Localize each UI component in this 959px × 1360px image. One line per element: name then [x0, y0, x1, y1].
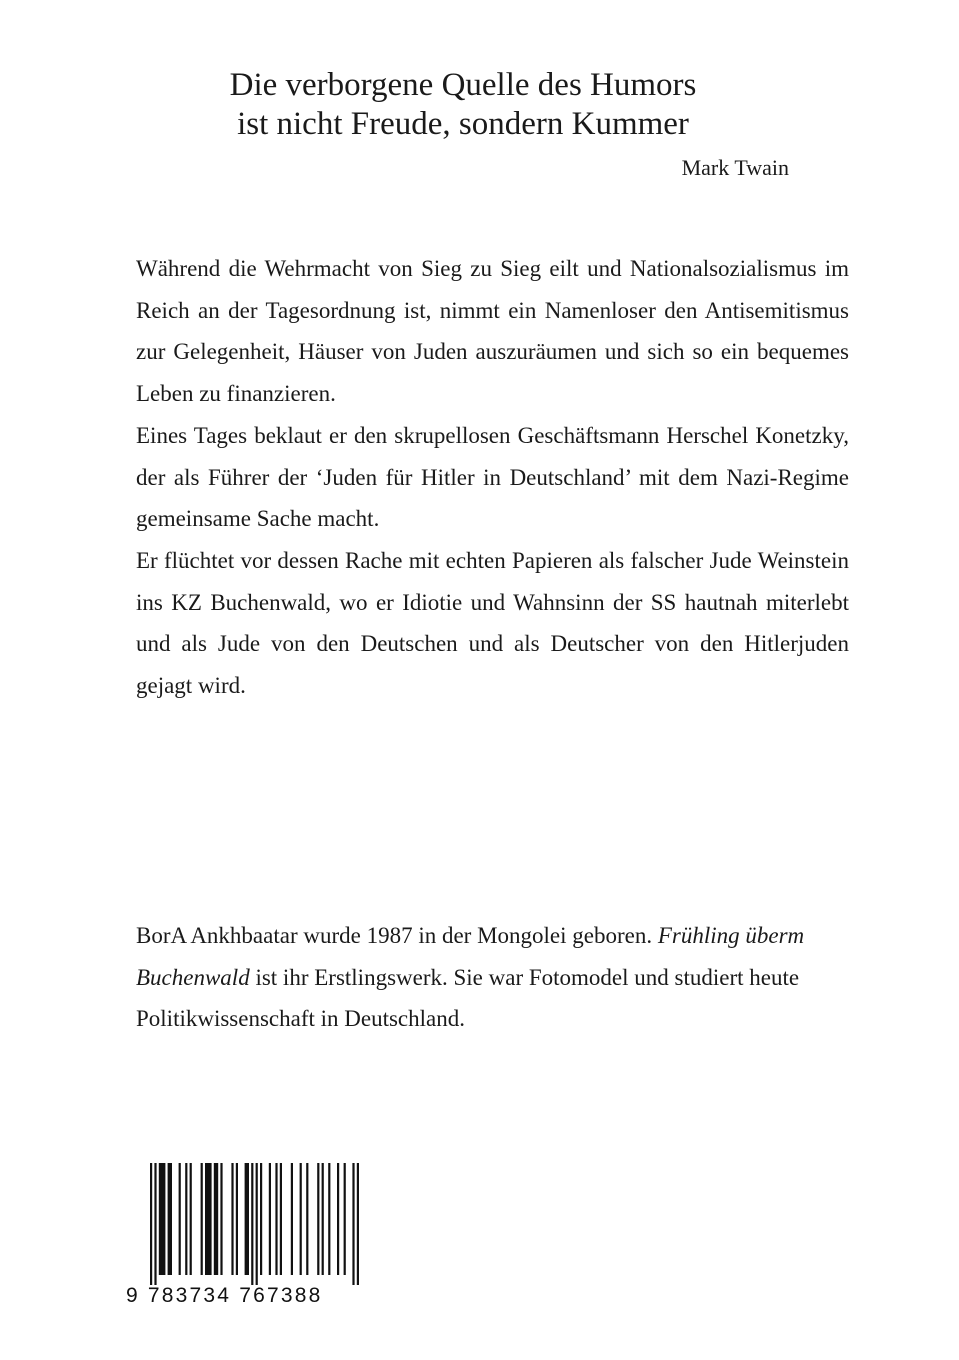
barcode-bar [337, 1163, 339, 1275]
barcode-bar [260, 1163, 262, 1275]
author-bio [136, 915, 849, 1040]
blurb-paragraph-3: Er flüchtet vor dessen Rache mit echten Papieren als falscher Jude Weinstein ins KZ Buchenwald, wo er Idiotie und Wahnsinn der SS hautnah miterlebt und als Jude von den Deutschen und als Deutscher von den Hitlerjuden gejagt wird. [136, 547, 849, 699]
epigraph-line-1: Die verborgene Quelle des Humors [229, 67, 697, 103]
barcode-bar [357, 1163, 359, 1285]
barcode-bar [344, 1163, 346, 1275]
epigraph-author: Mark Twain [681, 155, 789, 180]
book-blurb [136, 248, 849, 707]
barcode-bar [150, 1163, 152, 1285]
barcode-bar [322, 1163, 324, 1275]
book-title: Frühling überm Buchenwald [136, 923, 805, 990]
barcode-bar [275, 1163, 277, 1275]
blurb-paragraph-1: Während die Wehrmacht von Sieg zu Sieg eilt und Nationalsozialismus im Reich an der Tagesordnung ist, nimmt ein Namenloser den Antisemitismus zur Gelegenheit, Häuser von Juden auszuräumen und sich so ein bequemes Leben zu finanzieren. [136, 256, 849, 407]
barcode-bar [352, 1163, 354, 1285]
barcode-bar [154, 1163, 156, 1285]
barcode-bars [126, 1163, 366, 1285]
barcode-bar [256, 1163, 258, 1285]
barcode-bar [245, 1163, 249, 1275]
author-bio-rest: ist ihr Erstlingswerk. Sie war Fotomodel und studiert heute Politikwissenschaft in Deutschland. [136, 964, 800, 1032]
barcode-bar [159, 1163, 166, 1275]
barcode-bar [190, 1163, 192, 1275]
isbn-barcode [126, 1163, 366, 1285]
barcode-bar [185, 1163, 187, 1275]
barcode-bar [300, 1163, 302, 1275]
author-bio-intro: BorA Ankhbaatar wurde 1987 in der Mongolei geboren. [136, 923, 658, 948]
epigraph-quote [180, 66, 746, 144]
barcode-bar [291, 1163, 293, 1275]
epigraph-line-2: ist nicht Freude, sondern Kummer [237, 106, 689, 142]
barcode-bar [179, 1163, 181, 1275]
barcode-bar [251, 1163, 253, 1285]
barcode-bar [220, 1163, 222, 1275]
barcode-bar [280, 1163, 282, 1275]
barcode-bar [201, 1163, 203, 1275]
blurb-paragraph-2: Eines Tages beklaut er den skrupellosen Geschäftsmann Herschel Konetzky, der als Führer der ‘Juden für Hitler in Deutschland’ mit dem Nazi-Regime gemeinsame Sache macht. [136, 422, 849, 532]
barcode-bar [214, 1163, 218, 1275]
barcode-bar [328, 1163, 330, 1275]
barcode-bar [205, 1163, 212, 1275]
barcode-bar [317, 1163, 319, 1275]
barcode-bar [231, 1163, 233, 1275]
barcode-bar [168, 1163, 172, 1275]
author-bio-text [136, 915, 849, 1040]
barcode-bar [306, 1163, 308, 1275]
isbn-digits: 9 783734 767388 [126, 1284, 323, 1307]
barcode-bar [269, 1163, 271, 1275]
barcode-bar [236, 1163, 238, 1275]
